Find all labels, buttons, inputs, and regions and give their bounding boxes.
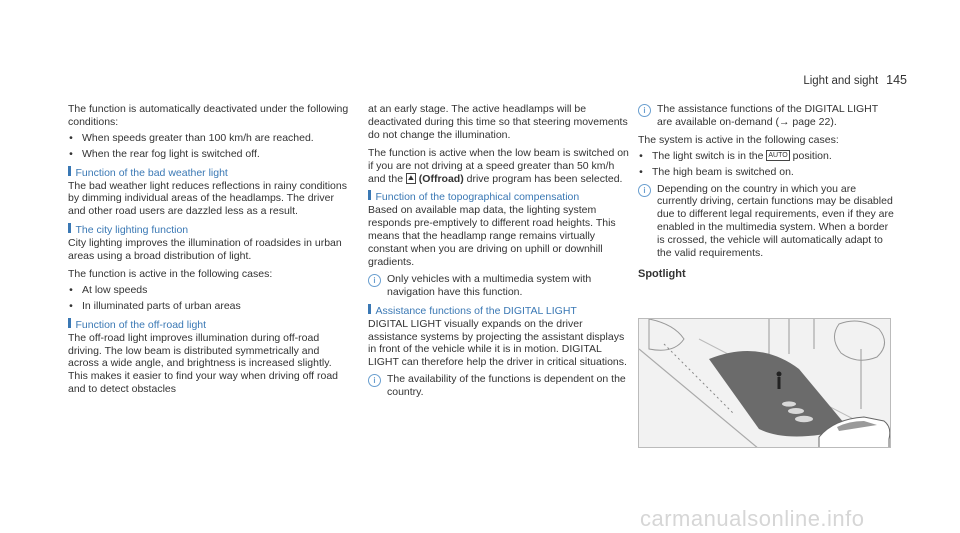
auto-light-icon: AUTO (768, 152, 788, 160)
note-availability: i The availability of the functions is dependent on the country. (368, 373, 630, 399)
heading-city-lighting: The city lighting function (68, 223, 350, 237)
spotlight-drawing (639, 319, 891, 448)
list-item: • When the rear fog light is switched off. (69, 147, 260, 160)
column-2 (368, 103, 630, 399)
offroad-active-text: The function is active when the low beam is switched on if you are not driving at a speed greater than 50 km/h and the ⛰ (Offroad) drive program has been selected. (368, 146, 629, 185)
heading-bad-weather: Function of the bad weather light (68, 166, 350, 180)
info-icon: i (638, 184, 651, 197)
note-on-demand: i The assistance functions of the DIGITAL LIGHT are available on-demand (→ page 22). (638, 103, 896, 129)
column-3 (638, 103, 896, 281)
spotlight-illustration (638, 318, 891, 448)
bad-weather-text: The bad weather light reduces reflections in rainy conditions by dimming individual areas of the headlamps. The driver and other road users are dazzled less as a result. (68, 179, 347, 218)
list-item: • The light switch is in the AUTO position. (639, 149, 832, 162)
city-active-text: The function is active in the following cases: (68, 267, 273, 280)
offroad-continued-text: at an early stage. The active headlamps will be deactivated during this time so that steering movements do not change the illumination. (368, 103, 628, 141)
info-icon: i (368, 274, 381, 287)
heading-assistance: Assistance functions of the DIGITAL LIGHT (368, 304, 630, 318)
assistance-text: DIGITAL LIGHT visually expands on the driver assistance systems by projecting the assistant displays in front of the vehicle while it is in motion. DIGITAL LIGHT can therefore help the driver in critical situations. (368, 317, 627, 369)
offroad-text: The off-road light improves illumination during off-road driving. The low beam is distributed symmetrically and across a wide angle, and brightness is increased slightly. This makes it easier to find your way when driving off road and to detect obstacles (68, 331, 339, 396)
watermark: carmanualsonline.info (640, 506, 865, 531)
note-country: i Depending on the country in which you are currently driving, certain functions may be disabled due to different legal requirements, even if they are enabled in the multimedia system. When a border is crossed, the vehicle will automatically adapt to the valid requirements. (638, 183, 896, 260)
offroad-mode-icon: ⛰ (407, 175, 414, 183)
page-number: 145 (886, 73, 907, 87)
city-lighting-text: City lighting improves the illumination of roadsides in urban areas using a broad distribution of light. (68, 237, 342, 263)
list-item: • At low speeds (69, 283, 148, 296)
intro-text: The function is automatically deactivated under the following conditions: (68, 103, 349, 128)
system-active-text: The system is active in the following cases: (638, 133, 839, 146)
info-icon: i (638, 104, 651, 117)
spotlight-heading: Spotlight (638, 267, 686, 280)
note-topographical: i Only vehicles with a multimedia system with navigation have this function. (368, 273, 630, 299)
section-title: Light and sight (803, 75, 879, 87)
heading-offroad-light: Function of the off-road light (68, 318, 350, 332)
list-item: • In illuminated parts of urban areas (69, 299, 241, 312)
topographical-text: Based on available map data, the lighting system responds pre-emptively to different road heights. This means that the headlamp range remains virtually constant when you are driving on uphill or downhill gradients. (368, 204, 616, 268)
heading-topographical: Function of the topographical compensation (368, 190, 630, 204)
page-header (803, 73, 907, 87)
info-icon: i (368, 374, 381, 387)
list-item: • The high beam is switched on. (639, 165, 794, 178)
column-1 (68, 103, 350, 396)
list-item: • When speeds greater than 100 km/h are reached. (69, 131, 314, 144)
